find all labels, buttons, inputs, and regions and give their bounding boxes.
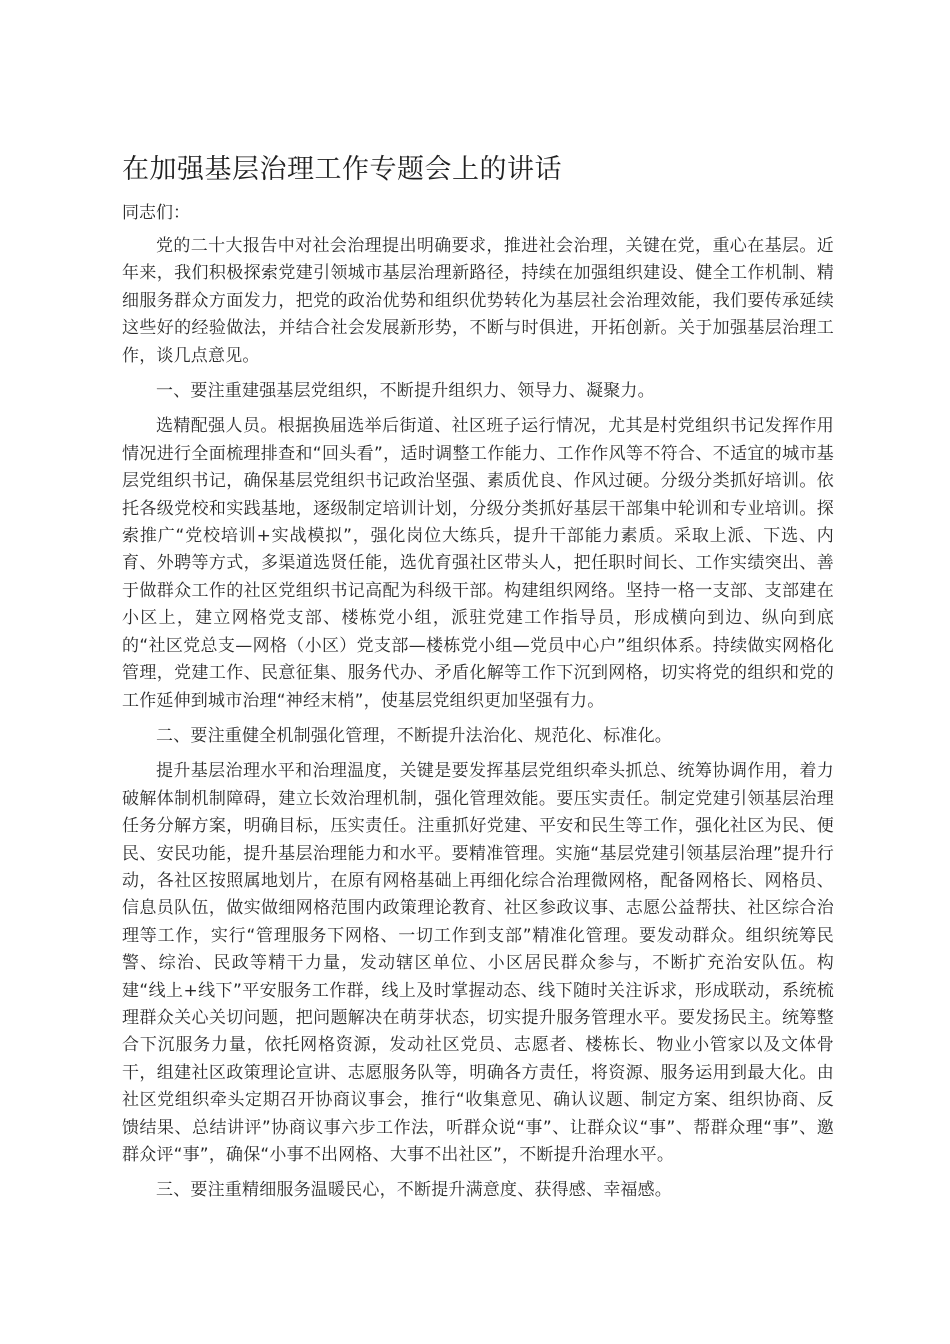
paragraph-section-2: 提升基层治理水平和治理温度，关键是要发挥基层党组织牵头抓总、统筹协调作用，着力破解体制机制障碍，建立长效治理机制，强化管理效能。要压实责任。制定党建引领基层治理任务分解方案，明确目标，压实责任。注重抓好党建、平安和民生等工作，强化社区为民、便民、安民功能，提升基层治理能力和水平。要精准管理。实施“基层党建引领基层治理”提升行动，各社区按照属地划片，在原有网格基础上再细化综合治理微网格，配备网格长、网格员、信息员队伍，做实做细网格范围内政策理论教育、社区参政议事、志愿公益帮扶、社区综合治理等工作，实行“管理服务下网格、一切工作到支部”精准化管理。要发动群众。组织统筹民警、综治、民政等精干力量，发动辖区单位、小区居民群众参与，不断扩充治安队伍。构建“线上+线下”平安服务工作群，线上及时掌握动态、线下随时关注诉求，形成联动，系统梳理群众关心关切问题，把问题解决在萌芽状态，切实提升服务管理水平。要发扬民主。统筹整合下沉服务力量，依托网格资源，发动社区党员、志愿者、楼栋长、物业小管家以及文体骨干，组建社区政策理论宣讲、志愿服务队等，明确各方责任，将资源、服务运用到最大化。由社区党组织牵头定期召开协商议事会，推行“收集意见、确认议题、制定方案、组织协商、反馈结果、总结讲评”协商议事六步工作法，听群众说“事”、让群众议“事”、帮群众理“事”、邀群众评“事”，确保“小事不出网格、大事不出社区”，不断提升治理水平。	[122, 761, 834, 1165]
section-heading-2: 二、要注重健全机制强化管理，不断提升法治化、规范化、标准化。	[156, 725, 672, 746]
section-heading-3: 三、要注重精细服务温暖民心，不断提升满意度、获得感、幸福感。	[156, 1180, 672, 1201]
paragraph-section-1: 选精配强人员。根据换届选举后街道、社区班子运行情况，尤其是村党组织书记发挥作用情况进行全面梳理排查和“回头看”，适时调整工作能力、工作作风等不符合、不适宜的城市基层党组织书记，确保基层党组织书记政治坚强、素质优良、作风过硬。分级分类抓好培训。依托各级党校和实践基地，逐级制定培训计划，分级分类抓好基层干部集中轮训和专业培训。探索推广“党校培训+实战模拟”，强化岗位大练兵，提升干部能力素质。采取上派、下选、内育、外聘等方式，多渠道选贤任能，选优育强社区带头人，把任职时间长、工作实绩突出、善于做群众工作的社区党组织书记高配为科级干部。构建组织网络。坚持一格一支部、支部建在小区上，建立网格党支部、楼栋党小组，派驻党建工作指导员，形成横向到边、纵向到底的“社区党总支—网格（小区）党支部—楼栋党小组—党员中心户”组织体系。持续做实网格化管理，党建工作、民意征集、服务代办、矛盾化解等工作下沉到网格，切实将党的组织和党的工作延伸到城市治理“神经末梢”，使基层党组织更加坚强有力。	[122, 416, 834, 711]
paragraph-intro: 党的二十大报告中对社会治理提出明确要求，推进社会治理，关键在党，重心在基层。近年来，我们积极探索党建引领城市基层治理新路径，持续在加强组织建设、健全工作机制、精细服务群众方面发力，把党的政治优势和组织优势转化为基层社会治理效能，我们要传承延续这些好的经验做法，并结合社会发展新形势，不断与时俱进，开拓创新。关于加强基层治理工作，谈几点意见。	[122, 236, 834, 366]
section-heading-1: 一、要注重建强基层党组织，不断提升组织力、领导力、凝聚力。	[156, 381, 655, 402]
document-title: 在加强基层治理工作专题会上的讲话	[122, 154, 562, 185]
document-page	[122, 150, 834, 1213]
salutation: 同志们：	[122, 203, 190, 223]
